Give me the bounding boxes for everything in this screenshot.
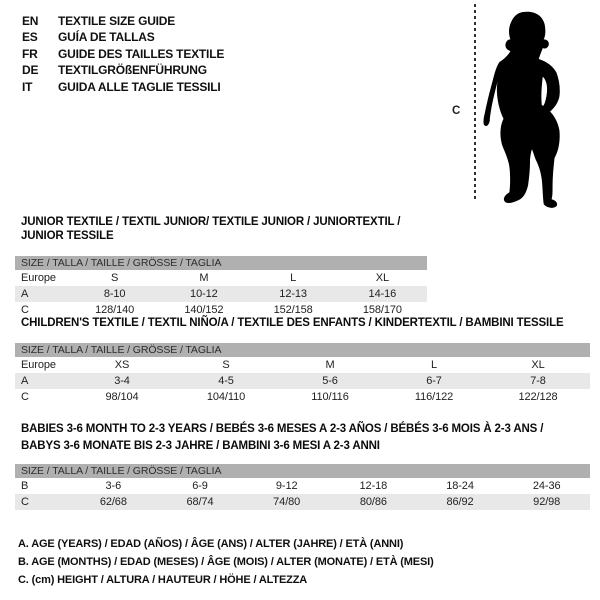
size-cell: 62/68 [99, 496, 127, 508]
table-title-line: BABYS 3-6 MONATE BIS 2-3 JAHRE / BAMBINI 3-6 MESI A 2-3 ANNI [21, 440, 380, 452]
size-cell: 3-4 [114, 375, 130, 387]
babies-textile-section [15, 421, 590, 510]
size-cell: 9-12 [275, 480, 298, 492]
size-table [15, 256, 427, 318]
size-cell: 68/74 [186, 496, 214, 508]
size-cell: 6-7 [426, 375, 442, 387]
language-code: EN [22, 14, 39, 28]
table-row [15, 478, 590, 494]
row-label: Europe [21, 359, 56, 371]
size-cell: 7-8 [530, 375, 546, 387]
footnote-line: C. (cm) HEIGHT / ALTURA / HAUTEUR / HÖHE / ALTEZZA [18, 574, 308, 586]
size-cell: 86/92 [446, 496, 474, 508]
size-cell: 116/122 [414, 391, 454, 403]
size-cell: 24-36 [532, 480, 561, 492]
language-code: IT [22, 79, 33, 94]
row-label: Europe [21, 272, 56, 284]
table-row [15, 494, 590, 510]
size-cell: 12-13 [279, 288, 307, 300]
size-cell: L [290, 272, 297, 284]
language-code: FR [22, 46, 38, 61]
table-title [15, 421, 590, 455]
size-cell: 92/98 [533, 496, 561, 508]
size-cell: 140/152 [184, 304, 224, 316]
size-cell: 8-10 [103, 288, 126, 300]
size-table [15, 343, 590, 405]
language-row [22, 62, 224, 78]
size-cell: 4-5 [218, 375, 234, 387]
size-cell: M [325, 359, 335, 371]
language-row [22, 46, 224, 62]
language-row [22, 79, 224, 95]
table-size-header: SIZE / TALLA / TAILLE / GRÖSSE / TAGLIA [15, 464, 590, 478]
size-cell: 110/116 [311, 391, 349, 403]
size-cell: 5-6 [322, 375, 338, 387]
size-cell: XS [114, 359, 130, 371]
footnote-line: B. AGE (MONTHS) / EDAD (MESES) / ÂGE (MOIS) / ALTER (MONATE) / ETÀ (MESI) [18, 556, 434, 568]
size-cell: 98/104 [105, 391, 139, 403]
footnote-line: A. AGE (YEARS) / EDAD (AÑOS) / ÂGE (ANS) / ALTER (JAHRE) / ETÀ (ANNI) [18, 538, 404, 550]
size-table [15, 464, 590, 510]
table-title [15, 215, 427, 243]
language-title: GUÍA DE TALLAS [58, 30, 155, 45]
row-label: C [21, 391, 29, 403]
table-title-line: BABIES 3-6 MONTH TO 2-3 YEARS / BEBÉS 3-6 MESES A 2-3 AÑOS / BÉBÉS 3-6 MOIS À 2-3 ANS / [21, 423, 544, 435]
row-label: C [21, 304, 29, 316]
size-cell: 18-24 [446, 480, 474, 492]
row-label: C [21, 496, 29, 508]
height-measure-label: C [452, 105, 461, 117]
junior-textile-section [15, 215, 427, 318]
table-rows [15, 478, 590, 510]
size-cell: 6-9 [192, 480, 208, 492]
size-cell: 152/158 [273, 304, 313, 316]
table-title-line: CHILDREN'S TEXTILE / TEXTIL NIÑO/A / TEXTILE DES ENFANTS / KINDERTEXTIL / BAMBINI TESSILE [21, 317, 564, 329]
size-cell: S [111, 272, 119, 284]
language-list [22, 13, 224, 95]
size-cell: 74/80 [273, 496, 301, 508]
table-row [15, 389, 590, 405]
table-rows [15, 270, 427, 318]
size-cell: 128/140 [95, 304, 135, 316]
size-cell: 10-12 [190, 288, 218, 300]
size-cell: XL [375, 272, 389, 284]
table-title [15, 316, 590, 330]
size-cell: M [199, 272, 209, 284]
language-title: TEXTILE SIZE GUIDE [58, 14, 176, 28]
size-cell: 104/110 [206, 391, 246, 403]
row-label: B [21, 480, 29, 492]
row-label: A [21, 288, 29, 300]
baby-silhouette-icon [480, 4, 580, 212]
language-title: TEXTILGRÖßENFÜHRUNG [58, 63, 207, 78]
size-cell: 122/128 [518, 391, 558, 403]
table-row [15, 270, 427, 286]
size-cell: S [222, 359, 230, 371]
size-cell: 12-18 [359, 480, 388, 492]
size-cell: 14-16 [368, 288, 397, 300]
table-row [15, 357, 590, 373]
table-title-line: JUNIOR TEXTILE / TEXTIL JUNIOR/ TEXTILE JUNIOR / JUNIORTEXTIL / JUNIOR TESSILE [21, 216, 401, 242]
table-rows [15, 357, 590, 405]
table-size-header: SIZE / TALLA / TAILLE / GRÖSSE / TAGLIA [15, 343, 590, 357]
language-row [22, 13, 224, 29]
row-label: A [21, 375, 29, 387]
table-size-header: SIZE / TALLA / TAILLE / GRÖSSE / TAGLIA [15, 256, 427, 270]
childrens-textile-section [15, 316, 590, 405]
table-row [15, 373, 590, 389]
size-cell: 80/86 [359, 496, 387, 508]
size-cell: 3-6 [105, 480, 122, 492]
language-row [22, 29, 224, 45]
language-code: ES [22, 30, 38, 45]
table-row [15, 286, 427, 302]
language-title: GUIDE DES TAILLES TEXTILE [58, 46, 225, 61]
size-cell: XL [531, 359, 545, 371]
size-cell: L [430, 359, 438, 371]
height-measure-line [474, 4, 476, 202]
footnotes [18, 535, 434, 589]
language-title: GUIDA ALLE TAGLIE TESSILI [58, 79, 221, 94]
size-cell: 158/170 [362, 304, 402, 316]
language-code: DE [22, 63, 39, 78]
